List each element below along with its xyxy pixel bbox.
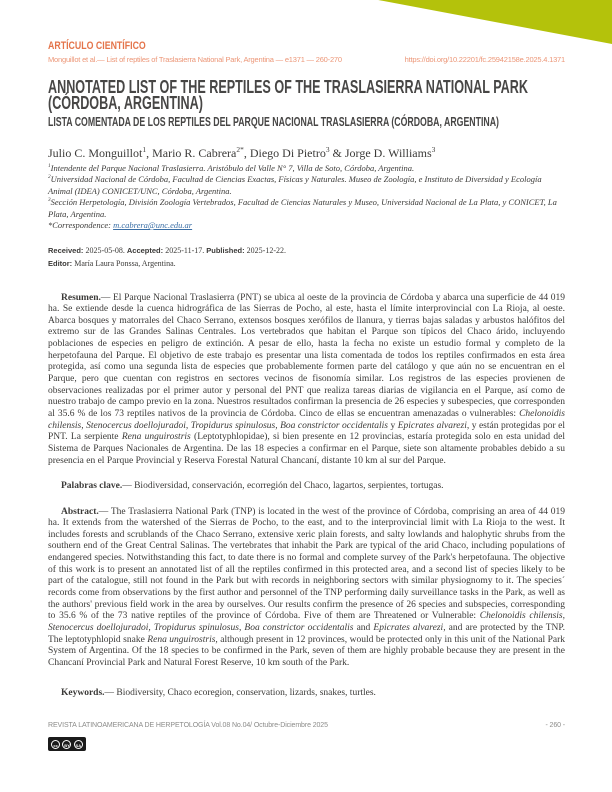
article-title-en [48,79,580,111]
affiliations-block [48,163,565,231]
article-title-es: LISTA COMENTADA DE LOS REPTILES DEL PARQUE NACIONAL TRASLASIERRA (CÓRDOBA, ARGENTINA) [48,115,499,129]
title-line-1: ANNOTATED LIST OF THE REPTILES OF THE TRASLASIERRA NATIONAL PARK [48,77,528,97]
abstract-paragraph: Abstract.— The Traslasierra National Park (TNP) is located in the west of the province of Córdoba, comprising an area of 44 019 ha. It extends from the watershed of the Sierras de Pocho, to the east, and to the interprovincial limit with La Rioja to the west. It includes forests and scrublands of the Chaco Serrano, extensive xeric plain forests, and salty lowlands and halophytic shrubs from the southern end of the Great Central Salinas. The vertebrates that inhabit the Park are typical of the arid Chaco, including populations of endangered species. Notwithstanding this fact, to date there is no formal and complete survey of the Park's herpetofauna. The objective of this work is to present an annotated list of all the reptiles confirmed in this protected area, and a second list of species likely to be part of the catalogue, still not found in the Park but with records in neighboring sectors with similar physiognomy to it. The species´ records come from observations by the first author and personnel of the TNP performing daily surveillance tasks in the Park, as well as the authors' previous field work in the area by ourselves. Our results confirm the presence of 26 species and subspecies, corresponding to 35.6 % of the 73 native reptiles of the province of Córdoba. Five of them are Threatened or Vulnerable: Chelonoidis chilensis, Stenocercus doellojuradoi, Tropidurus spinulosus, Boa constrictor occidentalis and Epicrates alvarezi, and are protected by the TNP. The leptotyphlopid snake Rena unguirostris, although present in 12 provinces, would be protected only in this unit of the National Park System of Argentina. Of the 18 species to be confirmed in the Park, seven of them are highly probable because they are present in the Chancaní Provincial Park and Natural Forest Reserve, 10 km south of the Park. [48,506,565,669]
page-footer [48,722,565,729]
affiliation-3: $^3$Sección Herpetología, División Zoología Vertebrados, Facultad de Ciencias Naturales y Museo, Universidad Nacional de La Plata, y CONICET, La Plata, Argentina. [48,197,557,219]
article-dates: Received: 2025-05-08. Accepted: 2025-11-17. Published: 2025-12-22. [48,246,286,255]
resumen-paragraph: Resumen.— El Parque Nacional Traslasierra (PNT) se ubica al oeste de la provincia de Córdoba y abarca una superficie de 44 019 ha. Se extiende desde la cuenca hidrográfica de las Sierras de Pocho, al este, hasta el límite interprovincial con La Rioja, al oeste. Abarca bosques y matorrales del Chaco Serrano, extensos bosques xerófilos de llanura, y tierras bajas saladas y arbustos halófitos del extremo sur de las Grandes Salinas Centrales. Los vertebrados que habitan el Parque son típicos del Chaco árido, incluyendo poblaciones de especies en peligro de extinción. A pesar de ello, hasta la fecha no existe un estudio formal y completo de la herpetofauna del Parque. El objetivo de este trabajo es presentar una lista comentada de todos los reptiles confirmados en esta área protegida, así como una segunda lista de especies que probablemente formen parte del catálogo y que aún no se encuentran en el Parque, pero que cuentan con registros en sectores vecinos de fisonomía similar. Los registros de las especies provienen de observaciones realizadas por el primer autor y personal del PNT que realiza tareas diarias de vigilancia en el Parque, así como de nuestro trabajo de campo previo en la zona. Nuestros resultados confirman la presencia de 26 especies y subespecies, que corresponden al 35.6 % de los 73 reptiles nativos de la provincia de Córdoba. Cinco de ellas se encuentran amenazadas o vulnerables: Chelonoidis chilensis, Stenocercus doellojuradoi, Tropidurus spinulosus, Boa constrictor occidentalis y Epicrates alvarezi, y están protegidas por el PNT. La serpiente Rena unguirostris (Leptotyphlopidae), si bien presente en 12 provincias, estaría protegida solo en esta unidad del Sistema de Parques Nacionales de Argentina. De las 18 especies a confirmar en el Parque, siete son altamente probables debido a su presencia en el Parque Provincial y Reserva Forestal Natural Chancaní, distante 10 km al sur del Parque. [48,292,566,466]
affiliation-2: $^2$Universidad Nacional de Córdoba, Facultad de Ciencias Exactas, Físicas y Naturales. Museo de Zoología, e Instituto de Diversidad y Ecología Animal (IDEA) CONICET/UNC, Córdoba, Argentina. [48,174,542,196]
title-line-2: (CÓRDOBA, ARGENTINA) [48,93,203,113]
doi-link[interactable]: https://doi.org/10.22201/fc.25942158e.2025.4.1371 [404,55,565,64]
author-list: Julio C. Monguillot$^1$, Mario R. Cabrera$^{2*}$, Diego Di Pietro$^3$ & Jorge D. Williams$^3$ [48,145,436,160]
running-head: Monguillot et al.— List of reptiles of Traslasierra National Park, Argentina — e1371 — 260-270 [48,55,342,64]
journal-volume-line: REVISTA LATINOAMERICANA DE HERPETOLOGÍA Vol.08 No.04/ Octubre-Diciembre 2025 [48,722,328,729]
corner-banner-decoration [0,0,612,44]
keywords-line: Keywords.— Biodiversity, Chaco ecoregion, conservation, lizards, snakes, turtles. [61,687,376,698]
affiliation-1: $^1$Intendente del Parque Nacional Traslasierra. Aristóbulo del Valle N° 7, Villa de Soto, Córdoba, Argentina. [48,163,415,173]
cc-icon: cc [51,740,60,749]
editor-line: Editor: María Laura Ponssa, Argentina. [48,259,176,268]
cc-sa-icon: SA [74,740,83,749]
running-head-row [48,55,565,64]
article-category-label: ARTÍCULO CIENTÍFICO [48,40,146,52]
cc-by-icon: BY [62,740,71,749]
page-number: - 260 - [545,722,565,729]
palabras-clave-line: Palabras clave.— Biodiversidad, conservación, ecorregión del Chaco, lagartos, serpientes, tortugas. [61,480,444,491]
cc-by-sa-license-badge[interactable] [48,737,86,751]
correspondence-line[interactable]: *Correspondence: m.cabrera@unc.edu.ar [48,220,193,231]
